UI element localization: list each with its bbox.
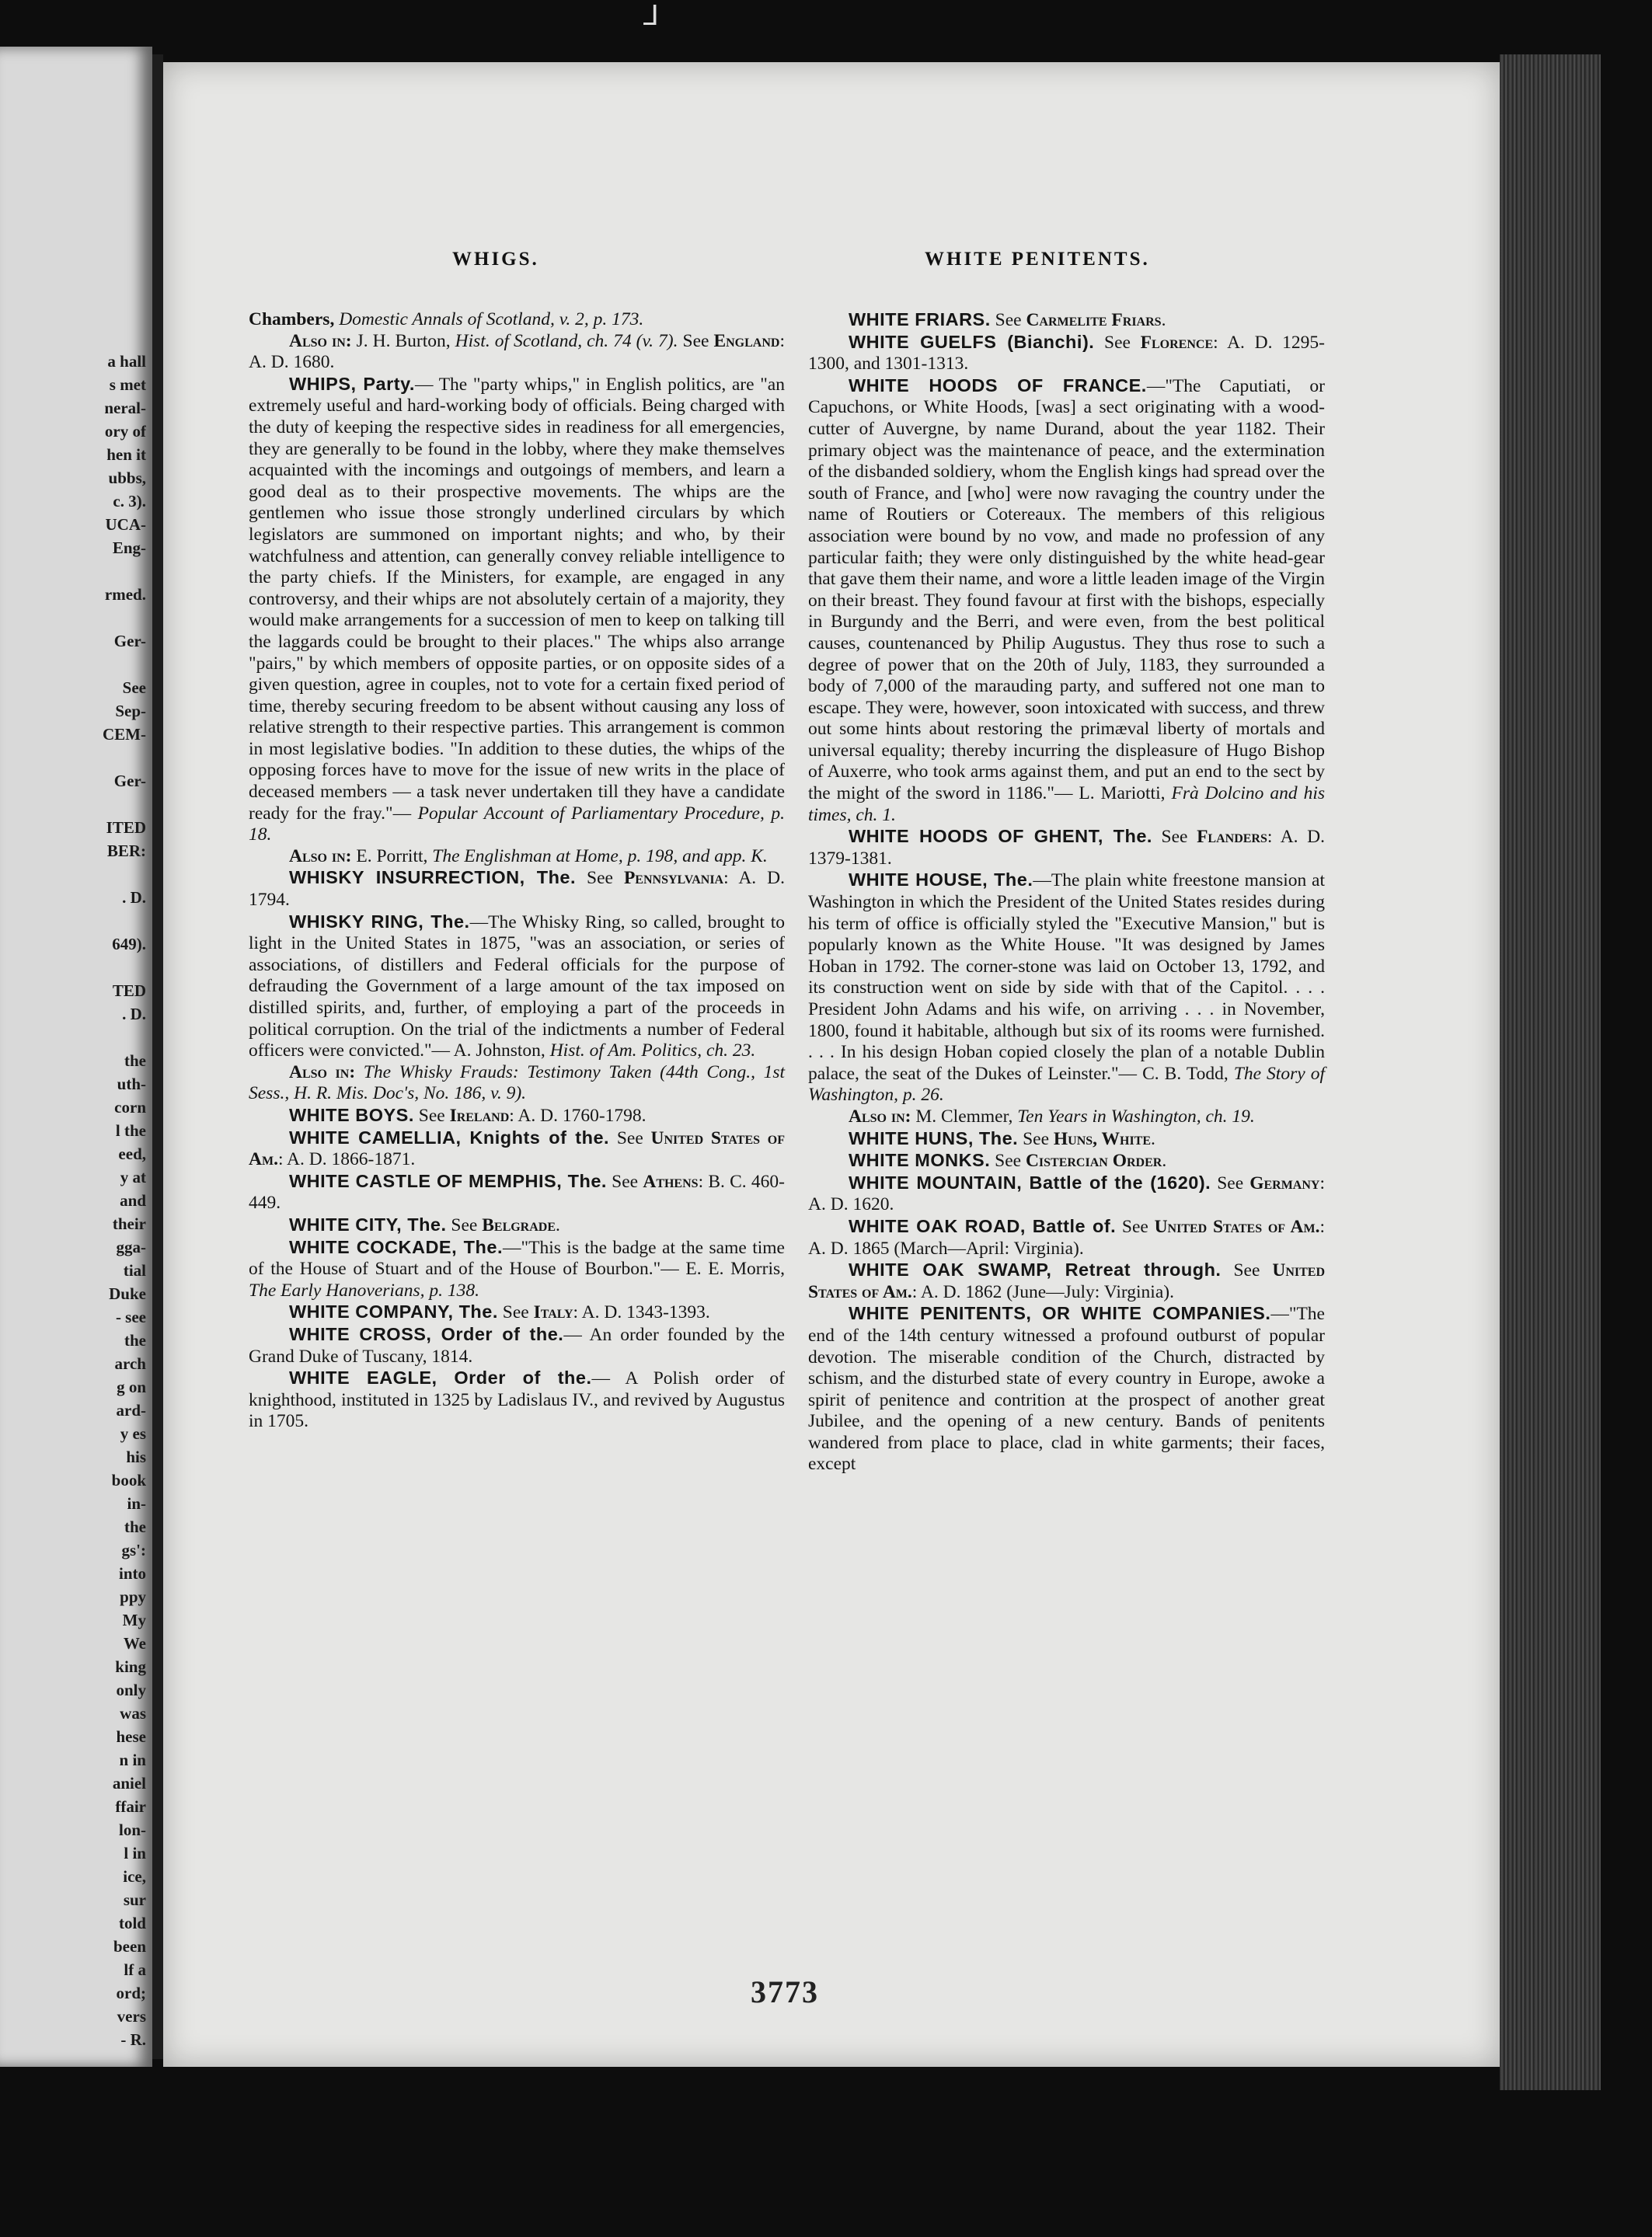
facing-page-fragment: CEM- xyxy=(103,725,146,744)
headword-white-castle: WHITE CASTLE OF MEMPHIS, The. xyxy=(289,1170,607,1191)
facing-page-text-fragments xyxy=(14,350,146,2051)
facing-page-fragment: their xyxy=(112,1214,146,1233)
entry-white-camellia: WHITE CAMELLIA, Knights of the. See United States of Am.: A. D. 1866-1871. xyxy=(249,1127,785,1170)
facing-page-fragment: l in xyxy=(124,1844,146,1862)
entry-white-huns: WHITE HUNS, The. See Huns, White. xyxy=(849,1127,1155,1149)
entry-white-penitents: WHITE PENITENTS, OR WHITE COMPANIES.—"The end of the 14th century witnessed a profound outburst of popular devotion. The miserable condition of the Church, distracted by schism, and the disturbed state of every country in Europe, awoke a spirit of penitence and contrition at the prospect of another great Jubilee, and the opening of a new century. Bands of penitents wandered from place to place, clad in white garments; their faces, except xyxy=(808,1303,1325,1475)
facing-page-fragment: BER: xyxy=(106,841,146,860)
entry-white-hoods-of-ghent: WHITE HOODS OF GHENT, The. See Flanders: A. D. 1379-1381. xyxy=(808,826,1325,869)
running-header-right: WHITE PENITENTS. xyxy=(925,249,1150,270)
facing-page-fragment: was xyxy=(120,1704,146,1723)
entry-whisky-ring: WHISKY RING, The.—The Whisky Ring, so called, brought to light in the United States in 1875, "was an association, or series of associations, of distillers and Federal officials for the purpose of defrauding the Government of a large amount of the tax imposed on distilled spirits, and, further, of employing a part of the proceeds in political corruption. On the trial of the indictments a number of Federal officers were convicted."— A. Johnston, Hist. of Am. Politics, ch. 23. xyxy=(249,911,785,1061)
facing-page-fragment: the xyxy=(124,1517,146,1536)
entry-chambers-citation: Chambers, Domestic Annals of Scotland, v. 2, p. 173. xyxy=(249,309,644,329)
facing-page-fragment: . D. xyxy=(122,1005,146,1023)
facing-page-fragment: y es xyxy=(120,1424,146,1443)
facing-page-fragment: y at xyxy=(120,1168,146,1186)
headword-white-city: WHITE CITY, The. xyxy=(289,1214,447,1235)
facing-page-fragment: hese xyxy=(116,1727,146,1746)
facing-page-fragment: c. 3). xyxy=(113,492,146,510)
entry-white-city: WHITE CITY, The. See Belgrade. xyxy=(289,1214,560,1235)
left-column xyxy=(249,309,785,1433)
headword-white-company: WHITE COMPANY, The. xyxy=(289,1301,498,1322)
entry-white-company: WHITE COMPANY, The. See Italy: A. D. 1343-1393. xyxy=(289,1301,710,1323)
facing-page-fragment: ice, xyxy=(123,1867,146,1886)
facing-page-edge xyxy=(0,47,152,2067)
facing-page-fragment: Ger- xyxy=(113,772,146,790)
facing-page-fragment: n in xyxy=(119,1751,146,1769)
facing-page-fragment: neral- xyxy=(104,399,146,417)
headword-white-hoods-of-ghent: WHITE HOODS OF GHENT, The. xyxy=(849,826,1152,847)
headword-white-hoods-of-france: WHITE HOODS OF FRANCE. xyxy=(849,375,1147,395)
right-column xyxy=(808,309,1325,1476)
facing-page-fragment: rmed. xyxy=(104,585,146,604)
facing-page-fragment: a hall xyxy=(107,352,146,371)
entry-white-house: WHITE HOUSE, The.—The plain white freestone mansion at Washington in which the President of the United States resides during his term of office is officially styled the "Executive Mansion," but is popularly known as the White House. "It was designed by James Hoban in 1792. The corner-stone was laid on October 13, 1792, and its construction went on side by side with that of the Capitol. . . . President John Adams and his wife, on arriving . . . in November, 1800, found it habitable, although but six of its rooms were furnished. . . . In his design Hoban copied closely the plan of a notable Dublin palace, the seat of the Dukes of Leinster."— C. B. Todd, The Story of Washington, p. 26. xyxy=(808,869,1325,1106)
facing-page-fragment: ord; xyxy=(116,1984,146,2002)
facing-page-fragment xyxy=(14,793,146,816)
facing-page-fragment: See xyxy=(122,678,146,697)
facing-page-fragment: Duke xyxy=(109,1284,146,1303)
headword-white-friars: WHITE FRIARS. xyxy=(849,309,991,329)
headword-white-penitents: WHITE PENITENTS, OR WHITE COMPANIES. xyxy=(849,1303,1271,1324)
facing-page-fragment: ard- xyxy=(116,1401,146,1420)
facing-page-fragment: Ger- xyxy=(113,632,146,650)
page-stack-edge xyxy=(1500,54,1601,2090)
headword-white-cockade: WHITE COCKADE, The. xyxy=(289,1236,503,1257)
facing-page-fragment: only xyxy=(116,1681,146,1699)
entry-white-cockade: WHITE COCKADE, The.—"This is the badge at the same time of the House of Stuart and of the House of Bourbon."— E. E. Morris, The Early Hanoverians, p. 138. xyxy=(249,1236,785,1301)
facing-page-fragment: his xyxy=(126,1448,146,1466)
headword-white-mountain: WHITE MOUNTAIN, Battle of the (1620). xyxy=(849,1172,1211,1193)
facing-page-fragment xyxy=(14,653,146,676)
entry-white-mountain: WHITE MOUNTAIN, Battle of the (1620). See Germany: A. D. 1620. xyxy=(808,1172,1325,1215)
facing-page-fragment: ITED xyxy=(106,818,146,837)
facing-page-fragment xyxy=(14,1026,146,1049)
facing-page-fragment: l the xyxy=(115,1121,146,1140)
facing-page-fragment: My xyxy=(122,1611,146,1629)
facing-page-fragment xyxy=(14,956,146,979)
facing-page-fragment: the xyxy=(124,1051,146,1070)
also-in-burton: Also in: J. H. Burton, Hist. of Scotland, ch. 74 (v. 7). See England: A. D. 1680. xyxy=(249,330,785,373)
facing-page-fragment: book xyxy=(111,1471,146,1490)
facing-page-fragment: lf a xyxy=(124,1960,146,1979)
facing-page-fragment: been xyxy=(113,1937,146,1956)
facing-page-fragment: s met xyxy=(109,375,146,394)
also-in-porritt: Also in: E. Porritt, The Englishman at Home, p. 198, and app. K. xyxy=(289,845,768,866)
facing-page-fragment: TED xyxy=(112,981,146,1000)
headword-white-house: WHITE HOUSE, The. xyxy=(849,869,1033,890)
entry-white-friars: WHITE FRIARS. See Carmelite Friars. xyxy=(849,309,1166,330)
facing-page-fragment: in- xyxy=(127,1494,146,1513)
facing-page-fragment xyxy=(14,606,146,629)
facing-page-fragment: into xyxy=(118,1564,146,1583)
facing-page-fragment: eed, xyxy=(118,1145,146,1163)
facing-page-fragment: gs': xyxy=(121,1541,146,1559)
facing-page-fragment: Eng- xyxy=(112,538,146,557)
facing-page-fragment: We xyxy=(123,1634,146,1653)
also-in-clemmer: Also in: M. Clemmer, Ten Years in Washington, ch. 19. xyxy=(849,1106,1255,1127)
facing-page-fragment: vers xyxy=(117,2007,146,2026)
headword-white-monks: WHITE MONKS. xyxy=(849,1150,991,1171)
facing-page-fragment xyxy=(14,909,146,932)
facing-page-fragment: lon- xyxy=(118,1821,146,1839)
headword-white-eagle: WHITE EAGLE, Order of the. xyxy=(289,1368,592,1389)
running-header-left: WHIGS. xyxy=(452,249,539,270)
facing-page-fragment: - see xyxy=(115,1308,146,1326)
facing-page-fragment: . D. xyxy=(122,888,146,907)
headword-white-guelfs: WHITE GUELFS (Bianchi). xyxy=(849,331,1095,352)
facing-page-fragment: Sep- xyxy=(115,702,146,720)
facing-page-fragment: 649). xyxy=(112,935,146,953)
headword-white-camellia: WHITE CAMELLIA, Knights of the. xyxy=(289,1127,610,1148)
headword-whisky-insurrection: WHISKY INSURRECTION, The. xyxy=(289,867,577,888)
facing-page-fragment: told xyxy=(118,1914,146,1932)
headword-white-oak-swamp: WHITE OAK SWAMP, Retreat through. xyxy=(849,1260,1222,1281)
entry-white-cross: WHITE CROSS, Order of the.— An order founded by the Grand Duke of Tuscany, 1814. xyxy=(249,1323,785,1367)
facing-page-fragment: ffair xyxy=(115,1797,146,1816)
entry-white-monks: WHITE MONKS. See Cistercian Order. xyxy=(849,1150,1167,1172)
facing-page-fragment: UCA- xyxy=(105,515,146,534)
facing-page-fragment xyxy=(14,862,146,886)
also-in-whisky-frauds: Also in: The Whisky Frauds: Testimony Taken (44th Cong., 1st Sess., H. R. Mis. Doc's, No. 186, v. 9). xyxy=(249,1061,786,1104)
headword-white-cross: WHITE CROSS, Order of the. xyxy=(289,1323,564,1344)
entry-white-oak-swamp: WHITE OAK SWAMP, Retreat through. See United States of Am.: A. D. 1862 (June—July: Virginia). xyxy=(808,1260,1325,1302)
top-edge-mark: ᒧ xyxy=(642,0,659,31)
facing-page-fragment: - R. xyxy=(120,2030,146,2049)
facing-page-fragment: ubbs, xyxy=(108,469,146,487)
facing-page-fragment xyxy=(14,559,146,583)
facing-page-fragment: gga- xyxy=(116,1238,146,1256)
entry-white-guelfs: WHITE GUELFS (Bianchi). See Florence: A. D. 1295-1300, and 1301-1313. xyxy=(808,331,1325,375)
headword-whisky-ring: WHISKY RING, The. xyxy=(289,911,470,932)
facing-page-fragment: corn xyxy=(114,1098,146,1117)
page-number: 3773 xyxy=(751,1974,819,2009)
facing-page-fragment: hen it xyxy=(106,445,146,464)
headword-whips: WHIPS, Party. xyxy=(289,373,415,394)
entry-white-hoods-of-france: WHITE HOODS OF FRANCE.—"The Caputiati, or Capuchons, or White Hoods, [was] a sect originating with a wood-cutter of Auvergne, by name Durand, about the year 1182. Their primary object was the maintenance of peace, and the extermination of the disbanded soldiery, whom the English kings had spread over the south of France, and [who] were now ravaging the country under the name of Routiers or Cotereaux. The members of this religious association were bound by no vow, and made no profession of any particular faith; they were only distinguished by the white head-gear that gave them their name, and wore a little leaden image of the Virgin on their breast. They found favour at first with the bishops, especially in Burgundy and the Berri, and were even, from the best political causes, countenanced by Philip Augustus. They thus rose to such a degree of power that on the 20th of July, 1183, they surrounded a body of 7,000 of the marauding party, and suffered not one man to escape. They were, however, soon intoxicated with success, and threw out some hints about restoring the primæval liberty of mortals and universal equality; thereby incurring the displeasure of Hugo Bishop of Auxerre, who took arms against them, and put an end to the sect by the might of the sword in 1186."— L. Mariotti, Frà Dolcino and his times, ch. 1. xyxy=(808,375,1325,825)
facing-page-fragment: ppy xyxy=(120,1587,146,1606)
facing-page-fragment: arch xyxy=(114,1354,146,1373)
facing-page-fragment: sur xyxy=(123,1890,146,1909)
facing-page-fragment: and xyxy=(120,1191,146,1210)
entry-whips: WHIPS, Party.— The "party whips," in English politics, are "an extremely useful and hard-working body of officials. Being charged with the duty of keeping the respective sides in readiness for all emergencies, they are generally to be found in the lobby, where they make themselves acquainted with the incomings and outgoings of members, and learn a good deal as to their prospective movements. The whips are the gentlemen who issue those strongly underlined circulars by which legislators are summoned on important nights; and who, by their watchfulness and attention, can generally convey reliable intelligence to the party chiefs. If the Ministers, for example, are engaged in any controversy, and their whips are not absolutely certain of a majority, they would make arrangements for a succession of men to keep on talking till the laggards could be brought to their places." The whips also arrange "pairs," by which members of opposite parties, or on opposite sides of a given question, agree in couples, not to vote for a certain fixed period of time, thereby securing freedom to be absent without causing any loss of relative strength to their respective parties. This arrangement is common in most legislative bodies. "In addition to these duties, the whips of the opposing forces have to move for the issue of new writs in the place of deceased members — a task never undertaken till they have a candidate ready for the fray."— Popular Account of Parliamentary Procedure, p. 18. xyxy=(249,373,785,845)
headword-white-boys: WHITE BOYS. xyxy=(289,1104,414,1125)
facing-page-fragment: the xyxy=(124,1331,146,1350)
facing-page-fragment: tial xyxy=(123,1261,146,1280)
facing-page-fragment: aniel xyxy=(112,1774,146,1793)
headword-white-huns: WHITE HUNS, The. xyxy=(849,1127,1019,1148)
facing-page-fragment: uth- xyxy=(117,1075,146,1093)
entry-white-castle: WHITE CASTLE OF MEMPHIS, The. See Athens: B. C. 460-449. xyxy=(249,1170,785,1214)
entry-whisky-insurrection: WHISKY INSURRECTION, The. See Pennsylvania: A. D. 1794. xyxy=(249,867,785,911)
entry-white-oak-road: WHITE OAK ROAD, Battle of. See United States of Am.: A. D. 1865 (March—April: Virginia). xyxy=(808,1215,1325,1259)
entry-white-eagle: WHITE EAGLE, Order of the.— A Polish order of knighthood, instituted in 1325 by Ladislaus IV., and revived by Augustus in 1705. xyxy=(249,1368,786,1432)
facing-page-fragment xyxy=(14,746,146,769)
facing-page-fragment: king xyxy=(115,1657,146,1676)
headword-white-oak-road: WHITE OAK ROAD, Battle of. xyxy=(849,1215,1117,1236)
entry-white-boys: WHITE BOYS. See Ireland: A. D. 1760-1798. xyxy=(289,1104,647,1126)
book-gutter xyxy=(152,54,163,2059)
facing-page-fragment: g on xyxy=(117,1378,146,1396)
facing-page-fragment: ory of xyxy=(104,422,146,441)
